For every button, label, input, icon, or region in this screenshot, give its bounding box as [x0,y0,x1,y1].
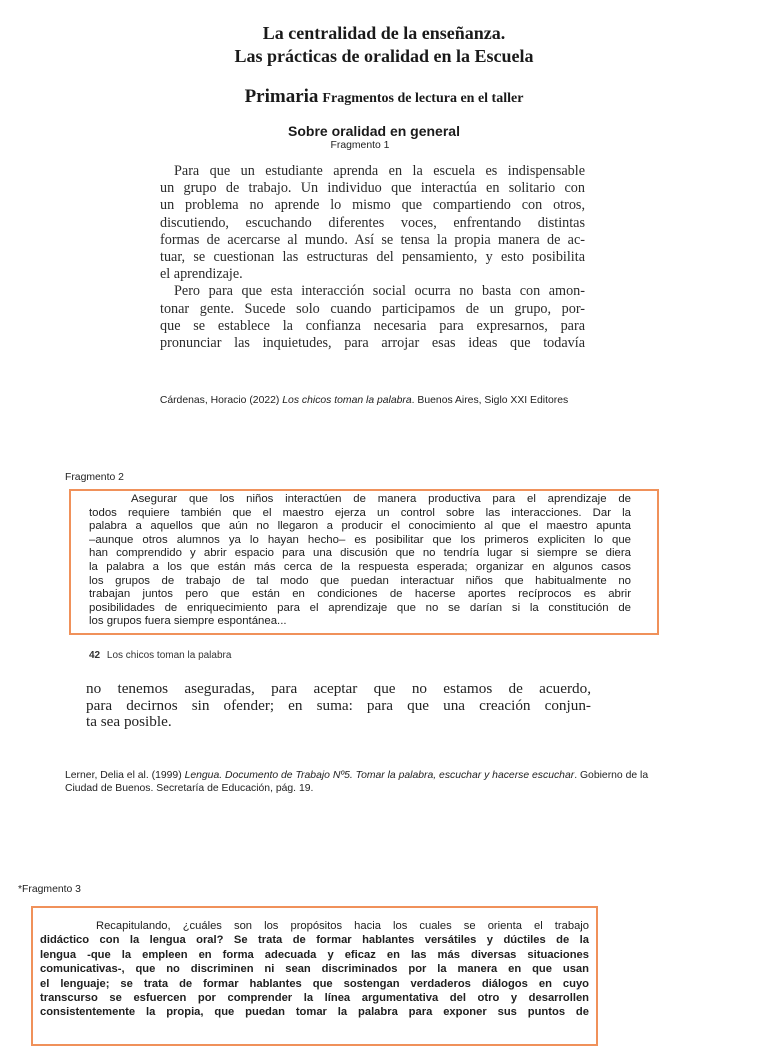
running-head-title: Los chicos toman la palabra [106,650,232,661]
level-label: Primaria [244,86,319,107]
level-heading [0,86,768,108]
level-subtitle: Fragmentos de lectura en el taller [322,91,524,106]
fragment-2-box [69,489,659,635]
fragment-1-line: el aprendizaje. [160,266,243,283]
citation-1-title: Los chicos toman la palabra [282,395,412,406]
document-title-line-1: La centralidad de la enseñanza. [262,23,506,43]
running-head [89,650,231,661]
fragment-2-label: Fragmento 2 [65,472,124,483]
book-page-line: no tenemos aseguradas, para aceptar que no estamos de acuerdo, [86,680,591,697]
fragment-1-line: pronunciar las inquietudes, para arrojar esas ideas que todavía [160,335,585,352]
fragment-2-line: Asegurar que los niños interactúen de manera productiva para el aprendizaje de [131,493,631,505]
citation-1-rest: . Buenos Aires, Siglo XXI Editores [411,395,569,406]
fragment-2-line: –aunque otros alumnos ya lo hayan hecho– es posibilitar que los primeros expliciten lo que [89,533,631,546]
fragment-1-line: tonar gente. Sucede solo cuando participamos de un grupo, por- [160,300,585,317]
fragment-3-line: lengua -que la empleen en forma adecuada y eficaz en las más diversas situaciones [40,948,589,961]
fragment-3-line: transcurso se esfuercen por comprender la línea argumentativa del otro y desarrollen [40,992,589,1005]
section-heading: Sobre oralidad en general [288,123,460,139]
fragment-1-line: un grupo de trabajo. Un individuo que interactúa en solitario con [160,180,585,197]
book-page-line: ta sea posible. [86,713,172,731]
fragment-1-line: discutiendo, escuchando diferentes voces, enfrentando distintas [160,214,585,231]
document-title-line-2: Las prácticas de oralidad en la Escuela [234,46,534,66]
fragment-1-line: que se establece la confianza necesaria para expresarnos, para [160,317,585,334]
fragment-3-line: didáctico con la lengua oral? Se trata de formar hablantes versátiles y dúctiles de la [40,934,589,947]
fragment-3-label: *Fragmento 3 [18,884,81,895]
fragment-1-line: tuar, se cuestionan las estructuras del pensamiento, y esto posibilita [160,249,585,266]
citation-1-author: Cárdenas, Horacio (2022) [159,395,283,406]
citation-2 [65,769,705,796]
citation-2-author: Lerner, Delia el al. (1999) [65,770,185,781]
fragment-2-line: posibilidades de enriquecimiento para el aprendizaje que no se darían si la constitución de [89,601,631,614]
fragment-3-line: comunicativas-, que no discriminen ni sean discriminados por la manera en que usan [40,963,589,976]
citation-2-rest: . Gobierno de la [574,770,649,781]
fragment-1-text [160,163,585,352]
citation-2-title: Lengua. Documento de Trabajo Nº5. Tomar la palabra, escuchar y hacerse escuchar [184,770,575,781]
fragment-1-line: formas de acercarse al mundo. Así se tensa la propia manera de ac- [160,231,585,248]
fragment-1-line: un problema no aprende lo mismo que compartiendo con otros, [160,197,585,214]
citation-1 [0,395,728,406]
book-page-line: para decirnos sin ofender; en suma: para que una creación conjun- [86,696,591,714]
fragment-2-line: todos requiere también que el maestro ejerza un control sobre las interacciones. Dar la [89,506,631,519]
fragment-3-line: el lenguaje; se trata de formar hablantes que sostengan verdaderos diálogos en cuyo [40,977,589,990]
fragment-1-line: Para que un estudiante aprenda en la escuela es indispensable [174,163,585,179]
fragment-3-box [31,906,598,1046]
fragment-3-text [40,919,589,1020]
page-number: 42 [89,650,101,661]
fragment-2-text [89,493,631,629]
fragment-1-line: Pero para que esta interacción social ocurra no basta con amon- [174,283,585,300]
fragment-3-line: consistentemente la propia, que puedan tomar la palabra para exponer sus puntos de [40,1006,589,1019]
fragment-2-line: han comprendido y abrir espacio para una discusión que no tendría lugar si siempre se diera [89,547,631,560]
fragment-2-line: palabra a aquellos que aún no llegaron a producir el conocimiento al que el maestro apunta [89,520,631,533]
fragment-2-line: los grupos fuera siempre espontánea... [89,615,287,628]
fragment-3-line: Recapitulando, ¿cuáles son los propósitos hacia los cuales se orienta el trabajo [96,920,589,932]
fragment-2-line: trabajan juntos pero que están en condiciones de hacerse aportes recíprocos es abrir [89,588,631,601]
fragment-2-line: los grupos de trabajo de tal modo que puedan interactuar niños que habitualmente no [89,574,631,587]
fragment-2-line: la palabra a los que están más cerca de la respuesta esperada; organizar en algunos casos [89,560,631,573]
fragment-1-label: Fragmento 1 [330,140,390,151]
book-page-text [86,681,591,731]
citation-2-line-2: Ciudad de Buenos. Secretaría de Educación, pág. 19. [65,783,314,795]
